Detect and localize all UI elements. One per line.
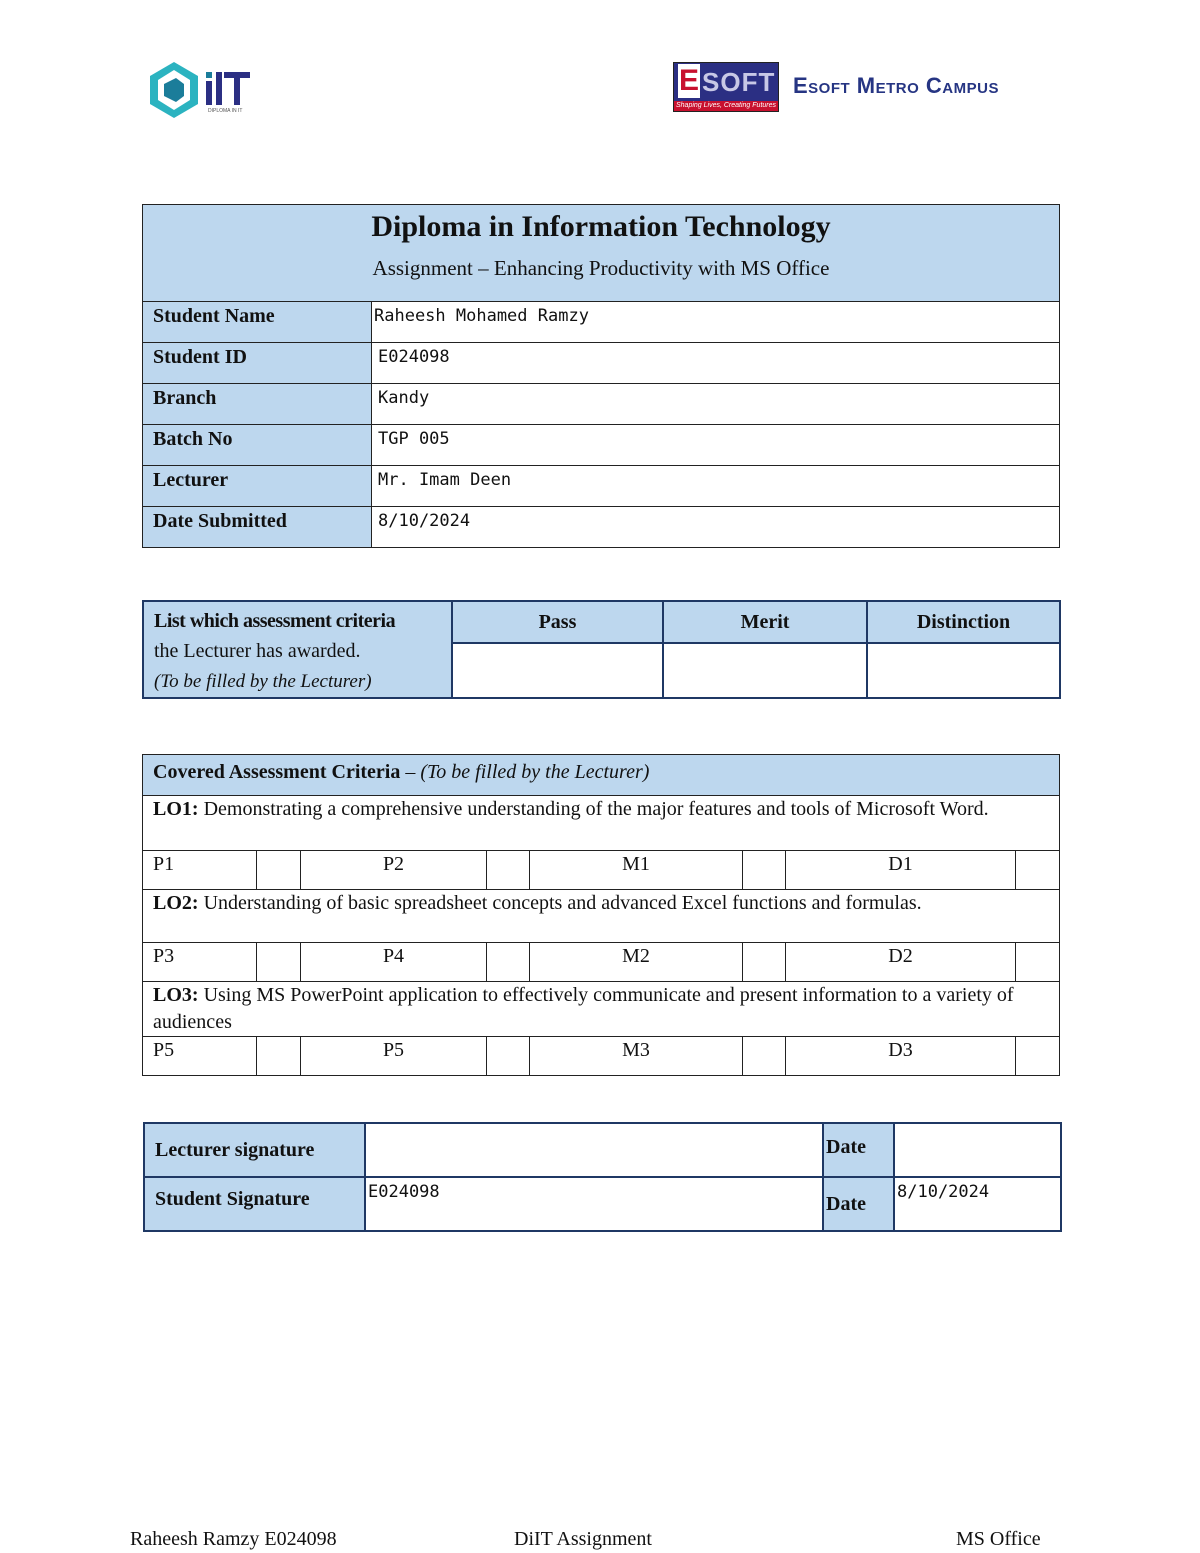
criteria-label: M1 bbox=[530, 851, 743, 890]
outcome-code: LO2: bbox=[153, 892, 199, 914]
student-signature-field[interactable]: E024098 bbox=[365, 1177, 823, 1231]
criteria-row bbox=[143, 943, 1060, 982]
covered-header-row bbox=[143, 755, 1060, 796]
criteria-check[interactable] bbox=[1016, 943, 1060, 982]
info-value-lecturer[interactable]: Mr. Imam Deen bbox=[372, 466, 1060, 507]
covered-criteria-table bbox=[142, 754, 1060, 1076]
lecturer-signature-label: Lecturer signature bbox=[144, 1123, 365, 1177]
grade-header-merit: Merit bbox=[663, 601, 867, 643]
student-info-table bbox=[142, 204, 1060, 548]
lecturer-signature-field[interactable] bbox=[365, 1123, 823, 1177]
outcome-row bbox=[143, 796, 1060, 851]
criteria-label: P5 bbox=[143, 1037, 257, 1076]
criteria-label: D1 bbox=[786, 851, 1016, 890]
footer-left: Raheesh Ramzy E024098 bbox=[130, 1528, 337, 1550]
criteria-check[interactable] bbox=[487, 1037, 530, 1076]
criteria-check[interactable] bbox=[1016, 1037, 1060, 1076]
info-value-student-name[interactable]: Raheesh Mohamed Ramzy bbox=[372, 302, 1060, 343]
header-cell bbox=[143, 205, 1060, 302]
criteria-label: P1 bbox=[143, 851, 257, 890]
criteria-instruction-cell bbox=[143, 601, 452, 698]
info-row bbox=[143, 302, 1060, 343]
criteria-check[interactable] bbox=[487, 943, 530, 982]
criteria-label: M2 bbox=[530, 943, 743, 982]
criteria-instruction-line1: List which assessment criteria bbox=[154, 610, 396, 632]
esoft-logo-tagline: Shaping Lives, Creating Futures bbox=[676, 102, 776, 109]
grade-cell-distinction[interactable] bbox=[867, 643, 1060, 698]
info-value-date-submitted[interactable]: 8/10/2024 bbox=[372, 507, 1060, 548]
grade-header-distinction: Distinction bbox=[867, 601, 1060, 643]
student-date-field[interactable]: 8/10/2024 bbox=[894, 1177, 1061, 1231]
outcome-code: LO1: bbox=[153, 798, 199, 820]
info-label: Student Name bbox=[143, 302, 372, 343]
criteria-check[interactable] bbox=[257, 943, 301, 982]
outcome-code: LO3: bbox=[153, 984, 199, 1006]
lecturer-signature-row bbox=[144, 1123, 1061, 1177]
covered-header-cell bbox=[143, 755, 1060, 796]
document-title: Diploma in Information Technology bbox=[371, 210, 831, 243]
info-value-batch-no[interactable]: TGP 005 bbox=[372, 425, 1060, 466]
info-row bbox=[143, 425, 1060, 466]
lecturer-date-label: Date bbox=[823, 1123, 894, 1177]
criteria-check[interactable] bbox=[487, 851, 530, 890]
student-signature-row bbox=[144, 1177, 1061, 1231]
esoft-logo-box bbox=[673, 62, 779, 112]
student-date-label: Date bbox=[823, 1177, 894, 1231]
outcome-text: Using MS PowerPoint application to effectively communicate and present information to a variety of audiences bbox=[153, 984, 1014, 1033]
covered-note: (To be filled by the Lecturer) bbox=[420, 761, 650, 783]
esoft-logo-soft: SOFT bbox=[702, 67, 776, 97]
criteria-row bbox=[143, 1037, 1060, 1076]
grades-header-row bbox=[143, 601, 1060, 643]
student-signature-label: Student Signature bbox=[144, 1177, 365, 1231]
info-label: Lecturer bbox=[143, 466, 372, 507]
esoft-campus-name: Esoft Metro Campus bbox=[793, 73, 999, 98]
info-row bbox=[143, 343, 1060, 384]
grade-header-pass: Pass bbox=[452, 601, 663, 643]
footer-center: DiIT Assignment bbox=[514, 1528, 652, 1550]
criteria-instruction-line2: the Lecturer has awarded. bbox=[154, 640, 361, 662]
criteria-check[interactable] bbox=[743, 851, 786, 890]
criteria-label: P2 bbox=[301, 851, 487, 890]
grades-awarded-table bbox=[142, 600, 1061, 699]
diit-logo-subtext: DIPLOMA IN IT bbox=[208, 108, 243, 114]
header-row bbox=[143, 205, 1060, 302]
info-label: Date Submitted bbox=[143, 507, 372, 548]
esoft-logo bbox=[673, 62, 1053, 112]
info-value-student-id[interactable]: E024098 bbox=[372, 343, 1060, 384]
criteria-row bbox=[143, 851, 1060, 890]
criteria-label: P4 bbox=[301, 943, 487, 982]
outcome-lo2 bbox=[143, 890, 1060, 943]
criteria-label: D2 bbox=[786, 943, 1016, 982]
outcome-text: Demonstrating a comprehensive understanding of the major features and tools of Microsoft Word. bbox=[198, 798, 989, 820]
info-label: Batch No bbox=[143, 425, 372, 466]
outcome-lo1 bbox=[143, 796, 1060, 851]
outcome-row bbox=[143, 890, 1060, 943]
info-row bbox=[143, 466, 1060, 507]
criteria-label: P5 bbox=[301, 1037, 487, 1076]
criteria-instruction-note: (To be filled by the Lecturer) bbox=[154, 671, 372, 692]
diit-logo bbox=[146, 58, 258, 122]
covered-dash: – bbox=[400, 761, 421, 783]
criteria-check[interactable] bbox=[257, 851, 301, 890]
signature-table bbox=[143, 1122, 1062, 1232]
grade-cell-pass[interactable] bbox=[452, 643, 663, 698]
info-row bbox=[143, 384, 1060, 425]
criteria-check[interactable] bbox=[1016, 851, 1060, 890]
outcome-row bbox=[143, 982, 1060, 1037]
covered-title: Covered Assessment Criteria bbox=[153, 761, 401, 783]
outcome-lo3 bbox=[143, 982, 1060, 1037]
outcome-text: Understanding of basic spreadsheet concepts and advanced Excel functions and formulas. bbox=[198, 892, 922, 914]
criteria-label: D3 bbox=[786, 1037, 1016, 1076]
footer-right: MS Office bbox=[956, 1528, 1041, 1550]
criteria-label: P3 bbox=[143, 943, 257, 982]
document-subtitle: Assignment – Enhancing Productivity with MS Office bbox=[372, 256, 830, 280]
criteria-check[interactable] bbox=[257, 1037, 301, 1076]
info-label: Student ID bbox=[143, 343, 372, 384]
lecturer-date-field[interactable] bbox=[894, 1123, 1061, 1177]
info-label: Branch bbox=[143, 384, 372, 425]
criteria-label: M3 bbox=[530, 1037, 743, 1076]
grade-cell-merit[interactable] bbox=[663, 643, 867, 698]
criteria-check[interactable] bbox=[743, 943, 786, 982]
criteria-check[interactable] bbox=[743, 1037, 786, 1076]
info-row bbox=[143, 507, 1060, 548]
info-value-branch[interactable]: Kandy bbox=[372, 384, 1060, 425]
esoft-logo-e: E bbox=[678, 64, 699, 97]
